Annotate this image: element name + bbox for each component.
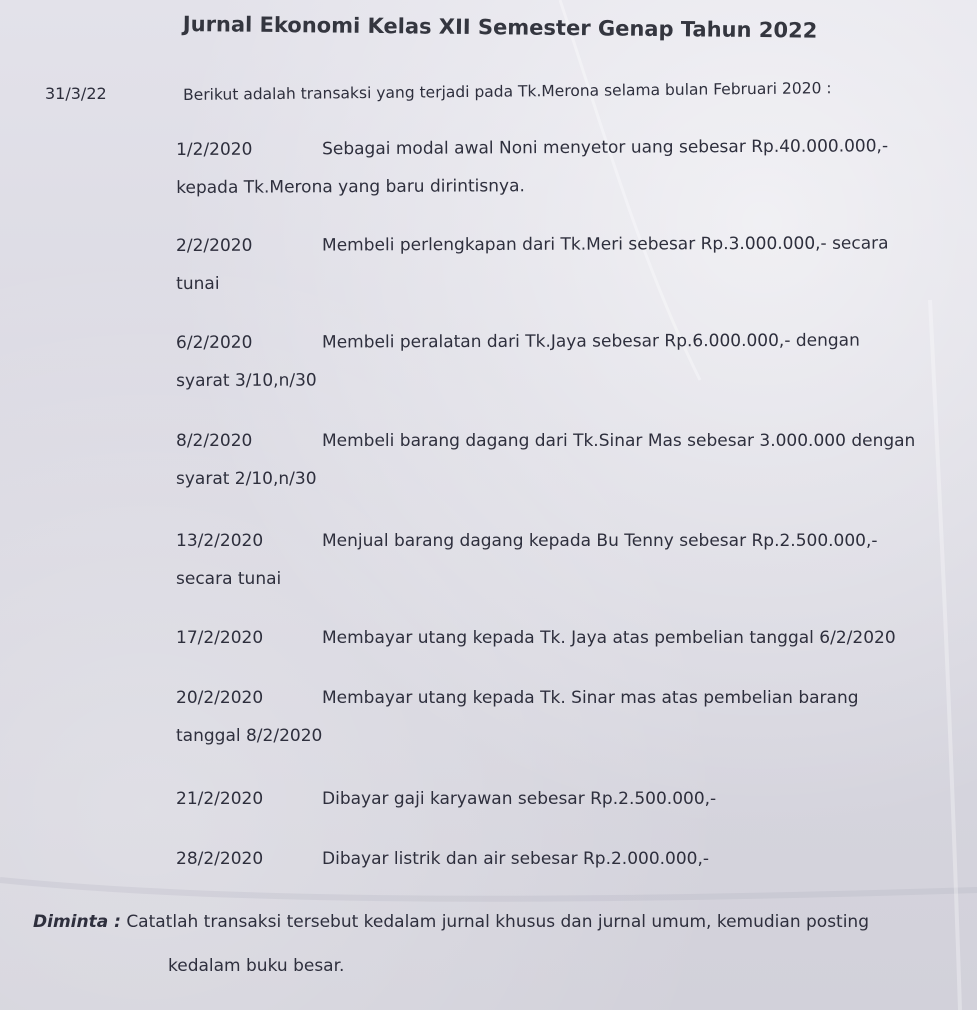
- transaction-date: 20/2/2020: [176, 688, 264, 708]
- transaction-line: [176, 331, 860, 353]
- transaction-line: [176, 136, 888, 160]
- transaction-continuation: syarat 3/10,n/30: [176, 370, 317, 391]
- transaction-description: Membeli perlengkapan dari Tk.Meri sebesar Rp.3.000.000,- secara: [321, 233, 889, 256]
- transaction-description: Dibayar listrik dan air sebesar Rp.2.000.000,-: [322, 849, 710, 869]
- transaction-date: 21/2/2020: [176, 789, 264, 809]
- transaction-date: 13/2/2020: [176, 531, 264, 551]
- transaction-date: 8/2/2020: [176, 431, 253, 451]
- entry-date: 31/3/22: [45, 84, 107, 103]
- task-text: Catatlah transaksi tersebut kedalam jurnal khusus dan jurnal umum, kemudian posting: [126, 912, 869, 932]
- transaction-continuation: kepada Tk.Merona yang baru dirintisnya.: [176, 176, 525, 198]
- transaction-item: [176, 331, 860, 391]
- transaction-item: [176, 136, 888, 198]
- task-text-continuation: kedalam buku besar.: [168, 956, 345, 976]
- intro-text: Berikut adalah transaksi yang terjadi pada Tk.Merona selama bulan Februari 2020 :: [183, 79, 832, 104]
- task-instruction: [33, 912, 869, 932]
- transaction-continuation: tunai: [176, 273, 220, 294]
- transaction-date: 17/2/2020: [176, 628, 264, 648]
- transaction-item: [176, 431, 915, 489]
- transaction-line: [176, 431, 915, 451]
- transaction-item: [176, 531, 878, 589]
- transaction-date: 2/2/2020: [176, 235, 253, 256]
- transaction-line: [176, 789, 716, 809]
- page-title: Jurnal Ekonomi Kelas XII Semester Genap Tahun 2022: [182, 12, 818, 43]
- transaction-item: [176, 628, 896, 648]
- transaction-description: Sebagai modal awal Noni menyetor uang sebesar Rp.40.000.000,-: [321, 136, 889, 160]
- transaction-continuation: secara tunai: [176, 569, 282, 589]
- transaction-item: [176, 789, 716, 809]
- transaction-continuation: syarat 2/10,n/30: [176, 469, 317, 489]
- transaction-date: 1/2/2020: [176, 139, 253, 160]
- transaction-continuation: tanggal 8/2/2020: [176, 726, 323, 746]
- transaction-date: 28/2/2020: [176, 849, 264, 869]
- transaction-item: [176, 234, 889, 294]
- transaction-line: [176, 234, 889, 256]
- transaction-item: [176, 849, 709, 869]
- transaction-line: [176, 849, 709, 869]
- transaction-description: Membayar utang kepada Tk. Sinar mas atas pembelian barang: [322, 688, 859, 708]
- transaction-line: [176, 688, 859, 708]
- transaction-line: [176, 628, 896, 648]
- transaction-description: Membeli barang dagang dari Tk.Sinar Mas sebesar 3.000.000 dengan: [322, 431, 916, 451]
- transaction-description: Membeli peralatan dari Tk.Jaya sebesar Rp.6.000.000,- dengan: [321, 330, 860, 353]
- transaction-line: [176, 531, 878, 551]
- transaction-description: Membayar utang kepada Tk. Jaya atas pembelian tanggal 6/2/2020: [322, 628, 896, 648]
- transaction-item: [176, 688, 859, 746]
- transaction-description: Menjual barang dagang kepada Bu Tenny sebesar Rp.2.500.000,-: [322, 531, 878, 551]
- transaction-description: Dibayar gaji karyawan sebesar Rp.2.500.000,-: [322, 789, 717, 809]
- task-label: Diminta :: [33, 912, 121, 932]
- transaction-date: 6/2/2020: [176, 332, 253, 353]
